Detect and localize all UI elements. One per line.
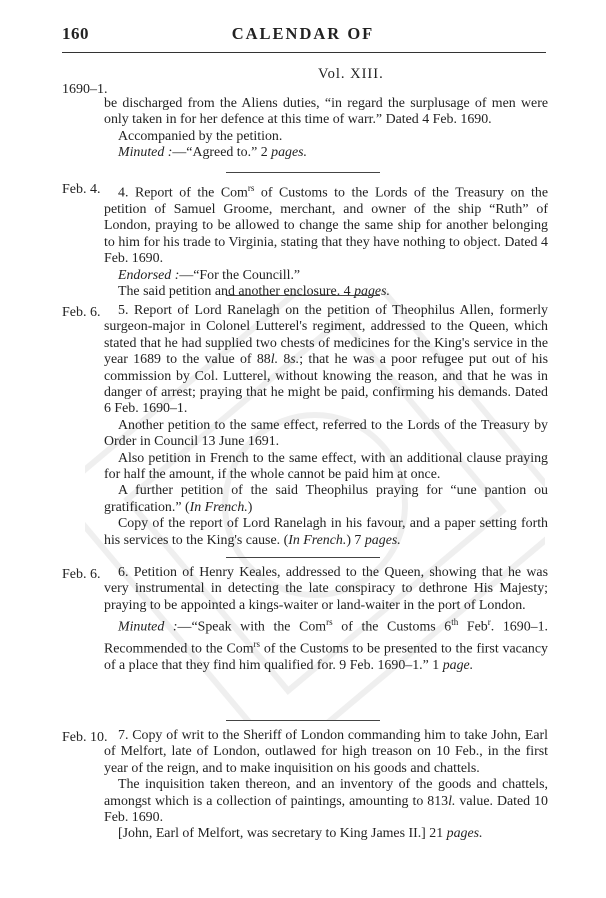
minuted-paragraph: Minuted :—“Speak with the Com$^{rs}$ of the Customs 6th Feb$^r$. 1690–1. Recommended to the Com$^{rs}$ of the Customs to be presented to the first vacancy of a place that they find him qualified for. 9 Feb. 1690–1.” 1 page. [104,617,548,674]
paragraph: The said petition and another enclosure. 4 pages. [118,284,390,300]
entry-date: Feb. 10. [62,730,108,745]
entry-4 [104,180,548,300]
header-rule [62,52,546,53]
entry-separator [226,172,380,173]
entry-date: Feb. 6. [62,567,101,582]
entry-5 [104,303,548,549]
paragraph: Another petition to the same effect, referred to the Lords of the Treasury by Order in Council 13 June 1691. [104,417,548,450]
paragraph: be discharged from the Aliens duties, “in regard the surplusage of men were only taken in for her defence at this time of warr.” Dated 4 Feb. 1690. [104,96,548,128]
paragraph: Copy of the report of Lord Ranelagh in his favour, and a paper setting forth his services to the King's cause. (In French.) 7 pages. [104,516,548,548]
paragraph: 4. Report of the Com$^{rs}$ of Customs to the Lords of the Treasury on the petition of Samuel Groome, merchant, and owner of the ship “Ruth” of London, praying to be allowed to change the same ship for another belonging to him for his trade to Virginia, stating that they have nothing to object. Dated 4 Feb. 1690. [104,183,549,267]
endorsed-paragraph: Endorsed :—“For the Councill.” [118,267,301,283]
paragraph: 5. Report of Lord Ranelagh on the petition of Theophilus Allen, formerly surgeon-major in Colonel Lutterel's regiment, addressed to the Queen, which stated that he had supplied two chests of medicines for the King's service in the year 1689 to the value of 88l. 8s.; that he was a poor refugee put out of his commission by Col. Lutterel, without knowing the reason, and that he was in danger of arrest; praying that he might be paid, confirming his demands. Dated 6 Feb. 1690–1. [104,303,548,417]
paragraph: The inquisition taken thereon, and an inventory of the goods and chattels, amongst which is a collection of paintings, amounting to 813l. value. Dated 10 Feb. 1690. [104,777,548,826]
volume-label: Vol. XIII. [318,66,384,82]
paragraph: [John, Earl of Melfort, was secretary to King James II.] 21 pages. [118,826,483,842]
entry-6 [104,565,548,675]
entry-continuation [104,96,548,162]
entry-separator [226,295,380,296]
paragraph: A further petition of the said Theophilus praying for “une pantion ou gratification.” (In French.) [104,483,548,515]
paragraph: Also petition in French to the same effect, with an additional clause praying for half the amount, if the whole cannot be paid him at once. [104,450,548,483]
paragraph: 6. Petition of Henry Keales, addressed to the Queen, showing that he was very instrumental in detecting the late conspiracy to dethrone His Majesty; praying to be appointed a kings-waiter or land-waiter in the port of London. [104,565,548,613]
page-number: 160 [62,24,89,43]
entry-7 [104,728,548,843]
minuted-paragraph: Minuted :—“Agreed to.” 2 pages. [118,145,308,161]
entry-date: Feb. 6. [62,305,101,320]
running-title: CALENDAR OF [231,24,375,43]
entry-separator [226,720,380,721]
entry-date: 1690–1. [62,82,108,97]
entry-date: Feb. 4. [62,182,101,197]
paragraph: Accompanied by the petition. [118,128,283,144]
paragraph: 7. Copy of writ to the Sheriff of London commanding him to take John, Earl of Melfort, late of London, outlawed for high treason on 10 Feb., in the first year of the reign, and to make inquisition on his goods and chattels. [104,728,548,776]
entry-separator [226,557,380,558]
